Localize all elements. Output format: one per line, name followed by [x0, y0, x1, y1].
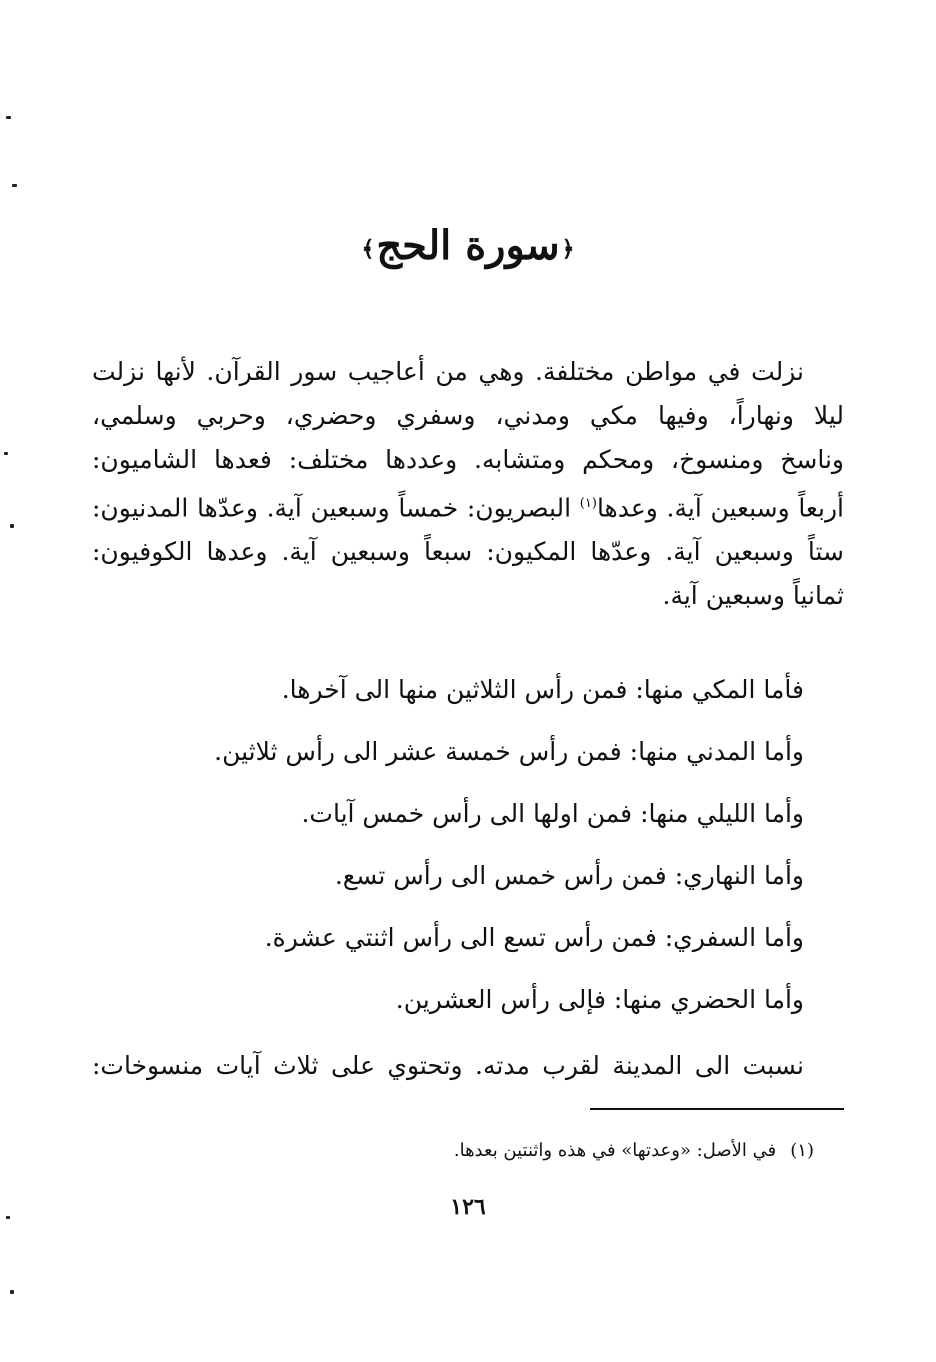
scan-speck: [10, 1290, 14, 1294]
surah-title-text: سورة الحج: [376, 222, 560, 269]
page-number: ١٢٦: [450, 1194, 486, 1220]
footnote-text: في الأصل: «وعدتها» في هذه واثنتين بعدها.: [453, 1140, 777, 1161]
verse-classification-list: [84, 664, 804, 1036]
footnote: [454, 1136, 814, 1166]
list-item: فأما المكي منها: فمن رأس الثلاثين منها الى آخرها.: [281, 675, 804, 704]
list-item: وأما الحضري منها: فإلى رأس العشرين.: [395, 985, 804, 1014]
list-item: وأما السفري: فمن رأس تسع الى رأس اثنتي عشرة.: [264, 923, 804, 952]
footnote-reference[interactable]: (١): [579, 496, 597, 511]
intro-line: ستاً وسبعين آية. وعدّها المكيون: سبعاً وسبعين آية. وعدها الكوفيون:: [92, 537, 844, 567]
intro-line: وناسخ ومنسوخ، ومحكم ومتشابه. وعددها مختلف: فعدها الشاميون:: [92, 445, 844, 474]
closing-line: نسبت الى المدينة لقرب مدته. وتحتوي على ثلاث آيات منسوخات:: [92, 1051, 804, 1080]
list-item: وأما المدني منها: فمن رأس خمسة عشر الى رأس ثلاثين.: [214, 737, 804, 766]
footnote-marker: (١): [790, 1140, 814, 1161]
ornament-left-icon: ﴾: [361, 236, 375, 262]
intro-paragraph: [92, 350, 844, 618]
list-item: وأما الليلي منها: فمن اولها الى رأس خمس آيات.: [301, 799, 804, 828]
list-item: وأما النهاري: فمن رأس خمس الى رأس تسع.: [334, 861, 804, 890]
intro-line-part: أربعاً وسبعين آية. وعدها: [596, 493, 844, 523]
footnote-divider: [590, 1108, 844, 1110]
scan-speck: [4, 452, 8, 455]
intro-line: [92, 482, 844, 530]
intro-line: ليلا ونهاراً، وفيها مكي ومدني، وسفري وحضري، وحربي وسلمي،: [92, 401, 844, 430]
ornament-right-icon: ﴿: [561, 236, 575, 262]
intro-line: ثمانياً وسبعين آية.: [662, 581, 844, 611]
scan-speck: [6, 116, 11, 119]
scan-speck: [10, 524, 14, 528]
intro-line-part: البصريون: خمساً وسبعين آية. وعدّها المدنيون:: [92, 493, 572, 523]
intro-line: نزلت في مواطن مختلفة. وهي من أعاجيب سور القرآن. لأنها نزلت: [92, 357, 804, 386]
scan-speck: [12, 184, 17, 187]
surah-title: [0, 218, 936, 277]
